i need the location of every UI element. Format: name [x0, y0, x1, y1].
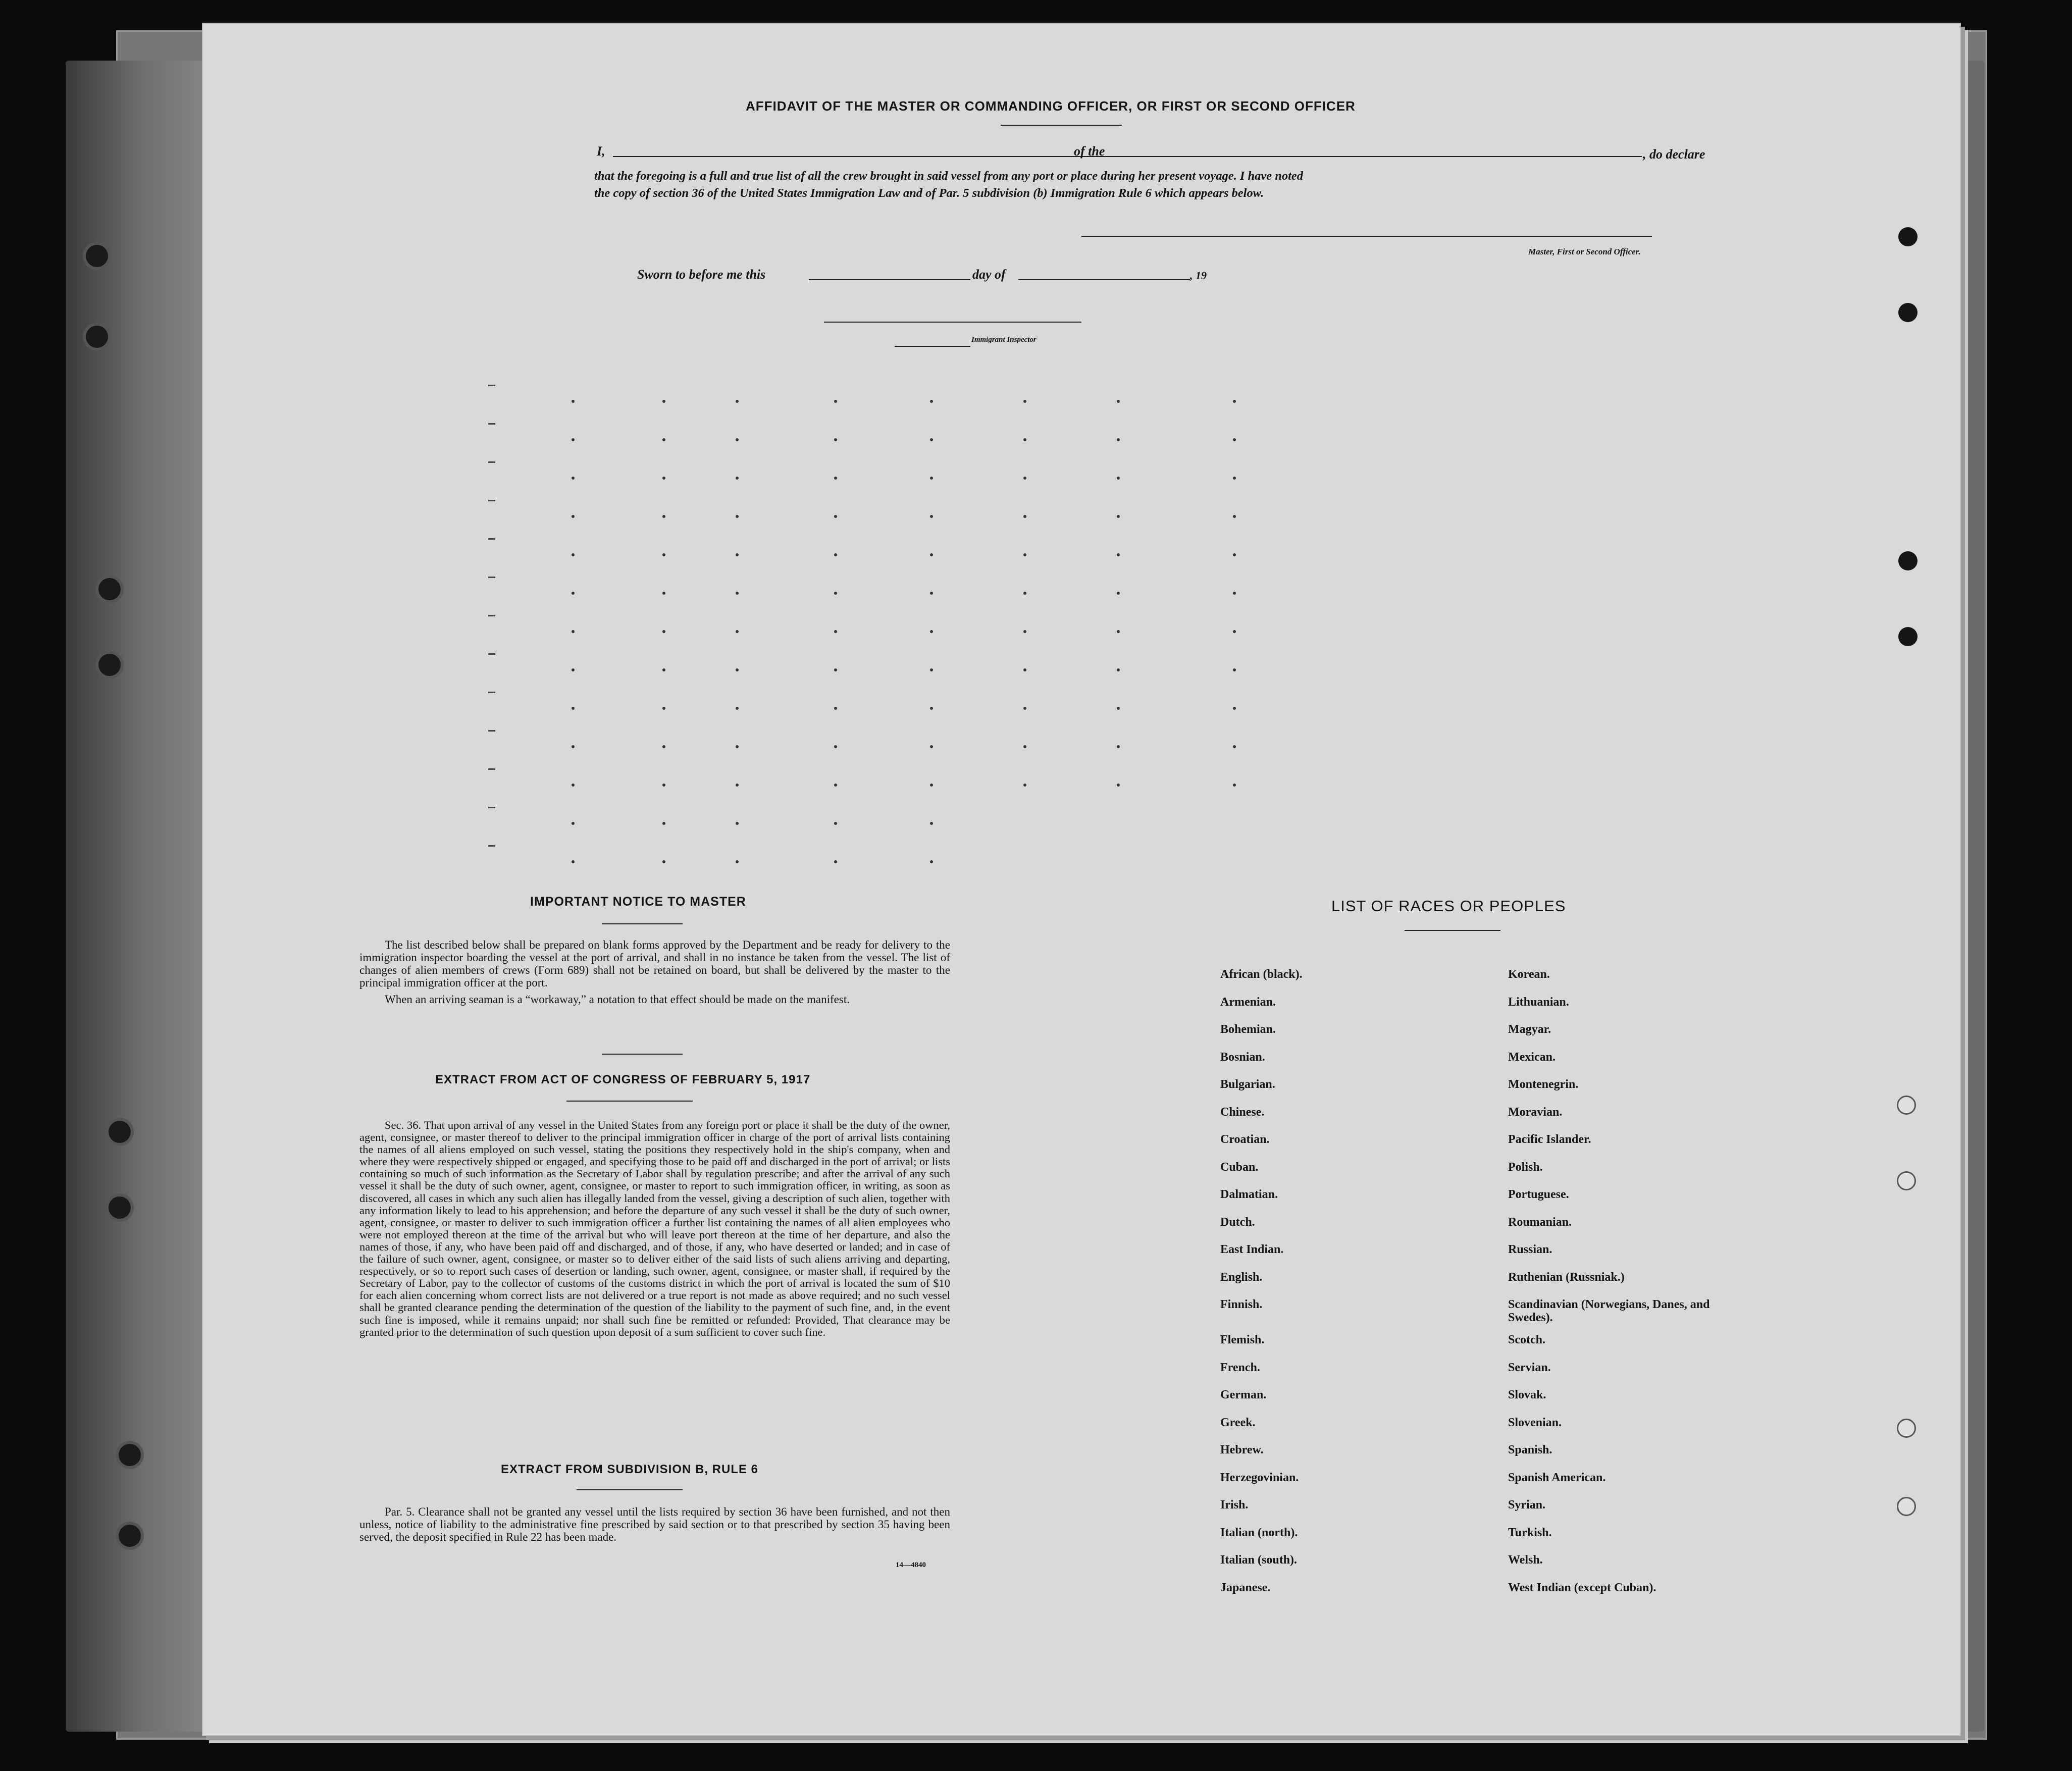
section-36-text: Sec. 36. That upon arrival of any vessel in the United States from any foreign port or place it shall be the duty of the owner, agent, consignee, or master thereof to deliver to the principal immigration officer in charge of the port of arrival lists containing the names of all aliens employed on such vessel, stating the positions they respectively hold in the ship's company, when and where they were respectively shipped or engaged, and specifying those to be paid off and discharged in the port of arrival; or lists containing so much of such information as the Secretary of Labor shall by regulation prescribe; and after the arrival of any such vessel it shall be the duty of such owner, agent, consignee, or master to report to such immigration officer, in writing, as soon as discovered, all cases in which any such alien has illegally landed from the vessel, giving a description of such alien, together with any information likely to lead to his apprehension; and before the departure of any such vessel it shall be the duty of such owner, agent, consignee, or master to deliver to such immigration officer a further list containing the names of all alien employees who were not employed thereon at the time of the arrival but who will leave port thereon at the time of her departure, and also the names of those, if any, who have been paid off and discharged, and of those, if any, who have deserted or landed; and in case of the failure of such owner, agent, consignee, or master so to deliver either of the said lists of such aliens arriving and departing, respectively, or so to report such cases of desertion or landing, such owner, agent, consignee, or master shall, if required by the Secretary of Labor, pay to the collector of customs of the customs district in which the port of arrival is located the sum of $10 for each alien concerning whom correct lists are not delivered or a true report is not made as above required; and no such vessel shall be granted clearance pending the determination of the question of the liability to the payment of such fine, and, in the event such fine is imposed, while it remains unpaid; nor shall such fine be remitted or refunded: Provided, That clearance may be granted prior to the determination of such question upon deposit of a sum sufficient to cover such fine.	[359, 1119, 950, 1338]
race-item: Armenian.	[1220, 995, 1276, 1009]
race-item: French.	[1220, 1361, 1260, 1374]
binder-hole-icon	[98, 654, 121, 676]
punch-hole-icon	[1897, 1096, 1916, 1115]
table-dot	[1233, 707, 1236, 710]
table-dot	[662, 822, 665, 825]
signature-line[interactable]	[1081, 236, 1652, 237]
table-dot	[930, 553, 933, 556]
table-dot	[1117, 592, 1120, 595]
table-dot	[736, 630, 739, 633]
race-item: Moravian.	[1508, 1105, 1563, 1119]
race-item: Servian.	[1508, 1361, 1551, 1374]
table-dot	[930, 477, 933, 480]
table-dot	[1233, 630, 1236, 633]
race-item: Magyar.	[1508, 1023, 1551, 1036]
table-dot	[930, 745, 933, 748]
race-item: Polish.	[1508, 1160, 1543, 1174]
table-dash	[488, 807, 495, 808]
table-dot	[1023, 553, 1026, 556]
table-dot	[736, 745, 739, 748]
rule-body	[359, 1505, 950, 1543]
table-dot	[1233, 592, 1236, 595]
race-item: Herzegovinian.	[1220, 1471, 1299, 1484]
race-item: English.	[1220, 1270, 1263, 1284]
table-dot	[930, 592, 933, 595]
declaration-line-2: the copy of section 36 of the United States Immigration Law and of Par. 5 subdivision (b) Immigration Rule 6 which appears below.	[594, 186, 1264, 200]
table-dash	[488, 423, 495, 425]
race-item: Finnish.	[1220, 1298, 1263, 1311]
race-item: Bulgarian.	[1220, 1078, 1275, 1091]
par-5-text: Par. 5. Clearance shall not be granted any vessel until the lists required by section 36 have been furnished, and not then unless, notice of liability to the administrative fine prescribed by said section or to that prescribed by section 35 having been served, the deposit specified in Rule 22 has been made.	[359, 1505, 950, 1543]
punch-hole-icon	[1897, 1171, 1916, 1190]
table-dot	[930, 668, 933, 671]
table-dot	[1117, 438, 1120, 441]
race-item: Hebrew.	[1220, 1443, 1264, 1456]
race-item: Welsh.	[1508, 1553, 1543, 1567]
table-dot	[662, 438, 665, 441]
table-dot	[1023, 784, 1026, 787]
table-dash	[488, 845, 495, 847]
race-item: Croatian.	[1220, 1133, 1270, 1146]
table-dot	[1117, 630, 1120, 633]
table-dot	[834, 784, 837, 787]
table-dot	[1233, 515, 1236, 518]
table-dot	[834, 592, 837, 595]
table-dash	[488, 768, 495, 770]
race-item: African (black).	[1220, 968, 1303, 981]
race-item: Flemish.	[1220, 1333, 1265, 1346]
table-dot	[572, 745, 575, 748]
table-dash	[488, 538, 495, 540]
table-dash	[488, 461, 495, 463]
race-item: Cuban.	[1220, 1160, 1259, 1174]
table-dot	[736, 860, 739, 863]
race-item: East Indian.	[1220, 1243, 1284, 1256]
table-dot	[662, 784, 665, 787]
table-dot	[572, 477, 575, 480]
notice-underline	[602, 923, 683, 924]
race-item: Irish.	[1220, 1498, 1249, 1512]
table-dot	[834, 515, 837, 518]
table-dot	[1233, 784, 1236, 787]
race-item: Scandinavian (Norwegians, Danes, and Swedes).	[1508, 1298, 1710, 1324]
punch-hole-icon	[1897, 1419, 1916, 1438]
year-prefix: , 19	[1190, 269, 1207, 282]
table-dot	[662, 592, 665, 595]
act-title: EXTRACT FROM ACT OF CONGRESS OF FEBRUARY 5, 1917	[435, 1073, 811, 1086]
race-item: Greek.	[1220, 1416, 1256, 1429]
table-dot	[736, 707, 739, 710]
table-dot	[572, 668, 575, 671]
table-dot	[930, 400, 933, 403]
table-dot	[736, 592, 739, 595]
table-dot	[662, 745, 665, 748]
table-dot	[1117, 784, 1120, 787]
act-body	[359, 1119, 950, 1338]
notice-paragraph-1: The list described below shall be prepared on blank forms approved by the Department and be ready for delivery to the immigration inspector boarding the vessel at the port of arrival, and shall in no instance be taken from the vessel. The list of changes of alien members of crews (Form 689) shall not be retained on board, but shall be delivered by the master to the principal immigration officer at the port.	[359, 939, 950, 989]
table-dot	[572, 630, 575, 633]
i-label: I,	[597, 144, 605, 159]
table-dot	[930, 515, 933, 518]
race-item: Pacific Islander.	[1508, 1133, 1591, 1146]
race-item: Lithuanian.	[1508, 995, 1569, 1009]
race-item: Portuguese.	[1508, 1188, 1569, 1201]
table-dot	[834, 477, 837, 480]
race-item: Chinese.	[1220, 1105, 1265, 1119]
table-dot	[662, 630, 665, 633]
do-declare-label: , do declare	[1643, 147, 1705, 162]
race-item: Spanish American.	[1508, 1471, 1606, 1484]
table-dot	[1117, 477, 1120, 480]
table-dot	[834, 707, 837, 710]
binder-hole-icon	[119, 1444, 141, 1466]
table-dash	[488, 615, 495, 616]
race-item: Mexican.	[1508, 1050, 1556, 1064]
inspector-short-line	[895, 346, 970, 347]
table-dot	[930, 860, 933, 863]
races-underline	[1405, 930, 1500, 931]
punch-hole-icon	[1897, 1497, 1916, 1516]
notice-divider	[602, 1054, 683, 1055]
sworn-label: Sworn to before me this	[637, 267, 766, 282]
table-dash	[488, 692, 495, 693]
table-dash	[488, 385, 495, 386]
table-dot	[662, 668, 665, 671]
binder-hole-icon	[98, 578, 121, 600]
table-dot	[662, 400, 665, 403]
table-dot	[662, 707, 665, 710]
table-dot	[834, 745, 837, 748]
table-dot	[1117, 707, 1120, 710]
table-dot	[834, 630, 837, 633]
race-item: West Indian (except Cuban).	[1508, 1581, 1656, 1594]
table-dot	[736, 668, 739, 671]
binder-hole-icon	[119, 1525, 141, 1547]
table-dot	[834, 822, 837, 825]
table-dot	[572, 553, 575, 556]
table-dot	[1023, 515, 1026, 518]
race-item: Turkish.	[1508, 1526, 1552, 1539]
table-dot	[572, 515, 575, 518]
table-dot	[930, 822, 933, 825]
table-dot	[572, 860, 575, 863]
punch-hole-icon	[1898, 303, 1918, 322]
race-item: Scotch.	[1508, 1333, 1545, 1346]
table-dot	[572, 707, 575, 710]
affidavit-title: AFFIDAVIT OF THE MASTER OR COMMANDING OFFICER, OR FIRST OR SECOND OFFICER	[746, 98, 1356, 114]
race-item: Slovak.	[1508, 1388, 1546, 1401]
race-item: Russian.	[1508, 1243, 1552, 1256]
table-dot	[1117, 400, 1120, 403]
table-dot	[736, 438, 739, 441]
vessel-blank[interactable]	[1127, 156, 1642, 157]
table-dash	[488, 730, 495, 732]
table-dot	[1023, 745, 1026, 748]
table-dot	[1233, 668, 1236, 671]
table-dot	[930, 438, 933, 441]
binder-hole-icon	[86, 326, 108, 348]
table-dot	[662, 553, 665, 556]
inspector-caption: Immigrant Inspector	[971, 336, 1037, 344]
table-dot	[1023, 668, 1026, 671]
table-dot	[662, 477, 665, 480]
binder-hole-icon	[109, 1196, 131, 1219]
race-item: Bosnian.	[1220, 1050, 1265, 1064]
table-dot	[736, 477, 739, 480]
race-item: Dalmatian.	[1220, 1188, 1278, 1201]
table-dot	[930, 707, 933, 710]
punch-hole-icon	[1898, 627, 1918, 646]
race-item: Italian (north).	[1220, 1526, 1298, 1539]
table-dot	[834, 400, 837, 403]
table-dot	[1233, 438, 1236, 441]
rule-underline	[577, 1489, 683, 1490]
punch-hole-icon	[1898, 551, 1918, 570]
table-dot	[930, 630, 933, 633]
table-dot	[736, 553, 739, 556]
table-dot	[1023, 707, 1026, 710]
race-item: Korean.	[1508, 968, 1550, 981]
table-dot	[834, 860, 837, 863]
table-dot	[572, 400, 575, 403]
table-dot	[736, 515, 739, 518]
race-item: Montenegrin.	[1508, 1078, 1579, 1091]
race-item: German.	[1220, 1388, 1267, 1401]
day-blank[interactable]	[809, 279, 970, 280]
binder-hole-icon	[109, 1121, 131, 1143]
race-item: Roumanian.	[1508, 1215, 1572, 1229]
form-number: 14—4840	[896, 1561, 926, 1569]
table-dot	[1233, 745, 1236, 748]
race-item: Spanish.	[1508, 1443, 1552, 1456]
notice-title: IMPORTANT NOTICE TO MASTER	[530, 895, 746, 909]
race-item: Bohemian.	[1220, 1023, 1276, 1036]
punch-hole-icon	[1898, 227, 1918, 246]
table-dot	[1023, 592, 1026, 595]
table-dot	[834, 668, 837, 671]
races-title: LIST OF RACES OR PEOPLES	[1331, 897, 1566, 915]
table-dot	[1023, 630, 1026, 633]
month-blank[interactable]	[1018, 279, 1190, 280]
table-dot	[662, 860, 665, 863]
of-the-label: of the	[1074, 144, 1105, 159]
title-underline	[1001, 125, 1122, 126]
table-dot	[736, 400, 739, 403]
day-of-label: day of	[972, 267, 1006, 282]
act-underline	[566, 1101, 693, 1102]
notice-body	[359, 939, 950, 1006]
rule-title: EXTRACT FROM SUBDIVISION B, RULE 6	[501, 1463, 759, 1476]
race-item: Ruthenian (Russniak.)	[1508, 1270, 1625, 1284]
table-dot	[572, 592, 575, 595]
table-dot	[572, 822, 575, 825]
race-item: Slovenian.	[1508, 1416, 1562, 1429]
table-dot	[1117, 745, 1120, 748]
table-dot	[1117, 553, 1120, 556]
table-dot	[834, 438, 837, 441]
race-item: Dutch.	[1220, 1215, 1255, 1229]
form-page	[202, 23, 1961, 1736]
race-item: Syrian.	[1508, 1498, 1546, 1512]
inspector-signature-line[interactable]	[824, 322, 1081, 323]
table-dash	[488, 577, 495, 578]
notice-paragraph-2: When an arriving seaman is a “workaway,” a notation to that effect should be made on the manifest.	[385, 993, 850, 1006]
table-dot	[1117, 515, 1120, 518]
table-dot	[1023, 438, 1026, 441]
race-item: Japanese.	[1220, 1581, 1271, 1594]
table-dot	[1233, 477, 1236, 480]
table-dot	[662, 515, 665, 518]
table-dot	[1023, 400, 1026, 403]
table-dot	[572, 438, 575, 441]
declaration-line-1: that the foregoing is a full and true list of all the crew brought in said vessel from any port or place during her present voyage. I have noted	[594, 169, 1304, 183]
table-dot	[834, 553, 837, 556]
table-dash	[488, 500, 495, 501]
table-dot	[572, 784, 575, 787]
table-dot	[1233, 553, 1236, 556]
table-dash	[488, 653, 495, 655]
table-dot	[930, 784, 933, 787]
table-dot	[736, 822, 739, 825]
race-item: Italian (south).	[1220, 1553, 1298, 1567]
binder-hole-icon	[86, 245, 108, 267]
table-dot	[736, 784, 739, 787]
signature-caption: Master, First or Second Officer.	[1528, 247, 1641, 256]
table-dot	[1233, 400, 1236, 403]
table-dot	[1023, 477, 1026, 480]
table-dot	[1117, 668, 1120, 671]
